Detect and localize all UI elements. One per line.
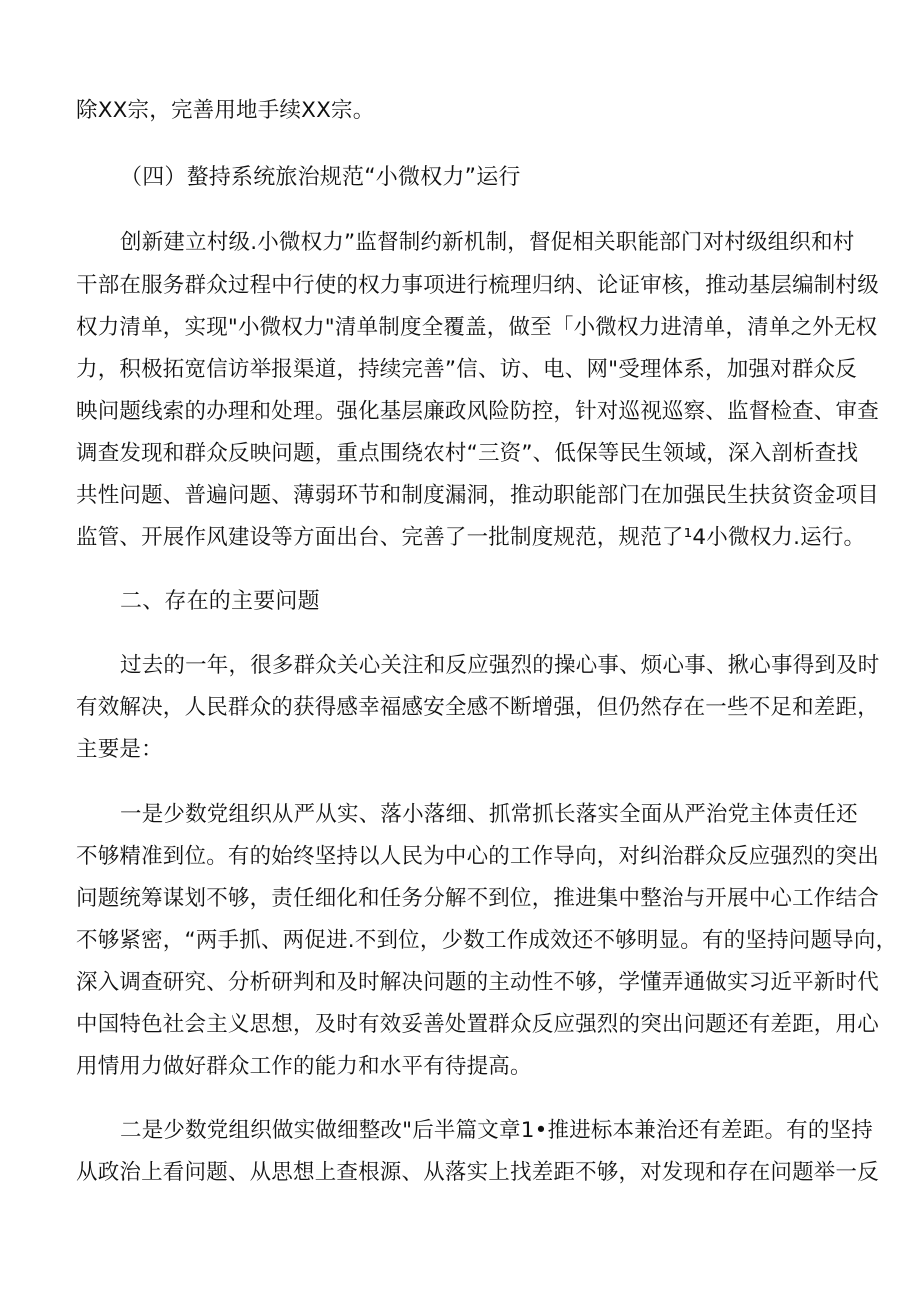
- section-heading: （四）螯持系统旅治规范“小微权力”运行: [120, 165, 521, 190]
- text-line: 有效解决，人民群众的获得感幸福感安全感不断增强，但仍然存在一些不足和差距，: [76, 695, 879, 720]
- section-heading: 二、存在的主要问题: [120, 589, 320, 614]
- text-line: 一是少数党组织从严从实、落小落细、抓常抓长落实全面从严治党主体责任还: [120, 802, 858, 827]
- text-line: 创新建立村级.小微权力”监督制约新机制，督促相关职能部门对村级组织和村: [120, 230, 855, 255]
- text-line: 问题统筹谋划不够，责任细化和任务分解不到位，推进集中整治与开展中心工作结合: [76, 886, 879, 911]
- text-line: 共性问题、普遍问题、薄弱环节和制度漏洞，推动职能部门在加强民生扶贫资金项目: [76, 483, 879, 508]
- text-line: 力，积极拓宽信访举报渠道，持续完善”信、访、电、网"受理体系，加强对群众反: [76, 357, 857, 382]
- text-line: 干部在服务群众过程中行使的权力事项进行梳理归纳、论证审核，推动基层编制村级: [76, 273, 879, 298]
- text-line: 映问题线索的办理和处理。强化基层廉政风险防控，针对巡视巡察、监督检查、审查: [76, 399, 879, 424]
- text-line: 深入调查研究、分析研判和及时解决问题的主动性不够，学懂弄通做实习近平新时代: [76, 970, 879, 995]
- text-line: 调查发现和群众反映问题，重点围绕农村“三资”、低保等民生领域，深入剖析查找: [76, 441, 859, 466]
- text-line: 除XX宗，完善用地手续XX宗。: [76, 98, 375, 123]
- text-line: 中国特色社会主义思想，及时有效妥善处置群众反应强烈的突出问题还有差距，用心: [76, 1012, 879, 1037]
- text-line: 从政治上看问题、从思想上查根源、从落实上找差距不够，对发现和存在问题举一反: [76, 1160, 879, 1185]
- text-line: 不够紧密，“两手抓、两促进.不到位，少数工作成效还不够明显。有的坚持问题导向，: [76, 928, 898, 953]
- text-line: 过去的一年，很多群众关心关注和反应强烈的操心事、烦心事、揪心事得到及时: [120, 653, 880, 678]
- text-line: 主要是：: [76, 737, 163, 762]
- text-line: 监管、开展作风建设等方面出台、完善了一批制度规范，规范了¹4小微权力.运行。: [76, 525, 866, 550]
- text-line: 用情用力做好群众工作的能力和水平有待提高。: [76, 1054, 532, 1079]
- text-line: 二是少数党组织做实做细整改"后半篇文章1•推进标本兼治还有差距。有的坚持: [120, 1118, 873, 1143]
- text-line: 权力清单，实现"小微权力"清单制度全覆盖，做至「小微权力进清单，清单之外无权: [76, 315, 878, 340]
- text-line: 不够精准到位。有的始终坚持以人民为中心的工作导向，对纠治群众反应强烈的突出: [76, 844, 879, 869]
